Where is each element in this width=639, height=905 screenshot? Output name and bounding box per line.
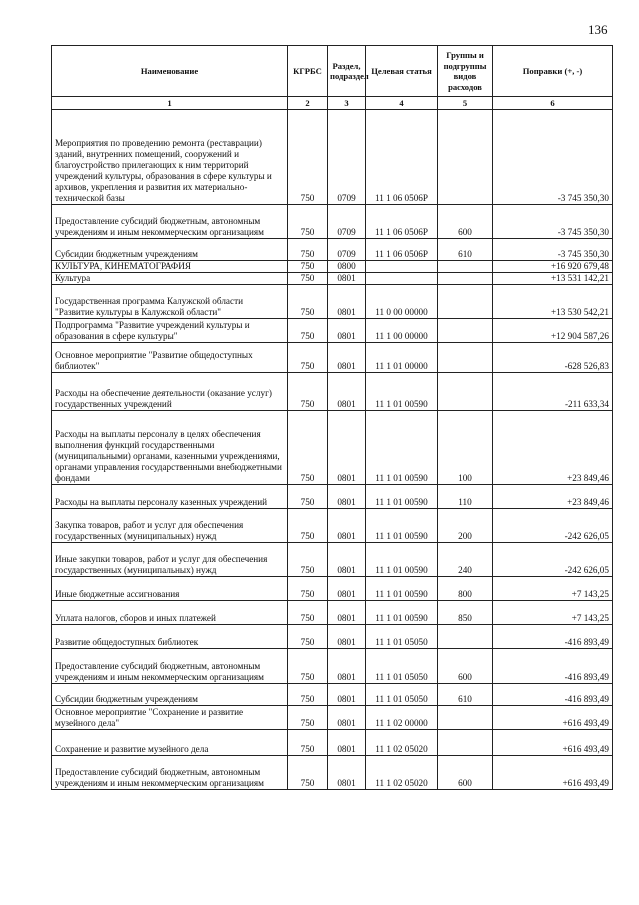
row-group: 600 — [438, 205, 493, 239]
row-group: 200 — [438, 509, 493, 543]
table-body — [52, 110, 613, 790]
row-kgrbs: 750 — [288, 577, 328, 601]
row-amount: +7 143,25 — [493, 601, 613, 625]
row-section: 0801 — [328, 577, 366, 601]
row-kgrbs: 750 — [288, 205, 328, 239]
row-group: 800 — [438, 577, 493, 601]
row-amount: +7 143,25 — [493, 577, 613, 601]
row-name: Мероприятия по проведению ремонта (реставрации) зданий, внутренних помещений, сооружений и благоустройство прилегающих к ним территорий учреждений культуры, образования в сфере культуры и архивов, укрепления и развития их материально-технической базы — [52, 110, 288, 205]
row-target: 11 1 06 0506P — [366, 205, 438, 239]
table-row — [52, 649, 613, 684]
row-amount: -416 893,49 — [493, 649, 613, 684]
header-groups: Группы и подгруппы видов расходов — [438, 46, 493, 97]
row-name: Подпрограмма "Развитие учреждений культуры и образования в сфере культуры" — [52, 319, 288, 343]
row-name: Основное мероприятие "Развитие общедоступных библиотек" — [52, 343, 288, 373]
row-amount: -416 893,49 — [493, 625, 613, 649]
row-kgrbs: 750 — [288, 285, 328, 319]
row-amount: -628 526,83 — [493, 343, 613, 373]
row-section: 0801 — [328, 285, 366, 319]
row-group: 100 — [438, 411, 493, 485]
row-amount: +13 530 542,21 — [493, 285, 613, 319]
row-section: 0709 — [328, 205, 366, 239]
row-target: 11 1 01 05050 — [366, 625, 438, 649]
row-section: 0801 — [328, 543, 366, 577]
row-target — [366, 273, 438, 285]
table-row — [52, 411, 613, 485]
row-kgrbs: 750 — [288, 649, 328, 684]
row-amount: -242 626,05 — [493, 509, 613, 543]
row-kgrbs: 750 — [288, 239, 328, 261]
column-number: 4 — [366, 97, 438, 110]
row-name: Развитие общедоступных библиотек — [52, 625, 288, 649]
row-section: 0801 — [328, 373, 366, 411]
table-row — [52, 110, 613, 205]
row-target: 11 1 01 00590 — [366, 411, 438, 485]
row-amount: -3 745 350,30 — [493, 110, 613, 205]
row-section: 0801 — [328, 649, 366, 684]
row-kgrbs: 750 — [288, 625, 328, 649]
row-name: Сохранение и развитие музейного дела — [52, 730, 288, 756]
row-name: Основное мероприятие "Сохранение и развитие музейного дела" — [52, 706, 288, 730]
row-group — [438, 110, 493, 205]
row-kgrbs: 750 — [288, 485, 328, 509]
row-target: 11 1 01 00590 — [366, 485, 438, 509]
row-group — [438, 730, 493, 756]
row-group: 110 — [438, 485, 493, 509]
row-amount: +12 904 587,26 — [493, 319, 613, 343]
table-row — [52, 261, 613, 273]
row-kgrbs: 750 — [288, 373, 328, 411]
row-group — [438, 285, 493, 319]
row-section: 0801 — [328, 625, 366, 649]
row-name: Предоставление субсидий бюджетным, автономным учреждениям и иным некоммерческим организациям — [52, 649, 288, 684]
row-kgrbs: 750 — [288, 756, 328, 790]
row-group: 610 — [438, 239, 493, 261]
row-target: 11 1 01 00000 — [366, 343, 438, 373]
row-name: Субсидии бюджетным учреждениям — [52, 684, 288, 706]
row-amount: -242 626,05 — [493, 543, 613, 577]
row-target: 11 1 00 00000 — [366, 319, 438, 343]
row-group — [438, 373, 493, 411]
row-group: 240 — [438, 543, 493, 577]
row-section: 0801 — [328, 411, 366, 485]
header-kgrbs: КГРБС — [288, 46, 328, 97]
header-name: Наименование — [52, 46, 288, 97]
row-target: 11 1 01 00590 — [366, 509, 438, 543]
row-amount: +23 849,46 — [493, 485, 613, 509]
row-name: Субсидии бюджетным учреждениям — [52, 239, 288, 261]
table-row — [52, 205, 613, 239]
row-amount: +616 493,49 — [493, 706, 613, 730]
header-row — [52, 46, 613, 97]
row-name: Закупка товаров, работ и услуг для обеспечения государственных (муниципальных) нужд — [52, 509, 288, 543]
row-kgrbs: 750 — [288, 110, 328, 205]
row-section: 0709 — [328, 239, 366, 261]
column-number: 2 — [288, 97, 328, 110]
row-amount: +616 493,49 — [493, 756, 613, 790]
row-section: 0801 — [328, 509, 366, 543]
table-row — [52, 577, 613, 601]
row-target: 11 0 00 00000 — [366, 285, 438, 319]
row-kgrbs: 750 — [288, 411, 328, 485]
table-row — [52, 485, 613, 509]
row-kgrbs: 750 — [288, 684, 328, 706]
row-group: 600 — [438, 756, 493, 790]
row-target: 11 1 02 05020 — [366, 730, 438, 756]
row-group — [438, 706, 493, 730]
column-number: 6 — [493, 97, 613, 110]
header-changes: Поправки (+, -) — [493, 46, 613, 97]
row-section: 0709 — [328, 110, 366, 205]
table-row — [52, 601, 613, 625]
row-name: Расходы на выплаты персоналу казенных учреждений — [52, 485, 288, 509]
row-target: 11 1 01 05050 — [366, 649, 438, 684]
table-row — [52, 239, 613, 261]
row-kgrbs: 750 — [288, 730, 328, 756]
table-row — [52, 706, 613, 730]
row-amount: +13 531 142,21 — [493, 273, 613, 285]
row-target: 11 1 06 0506P — [366, 239, 438, 261]
row-target: 11 1 01 00590 — [366, 543, 438, 577]
row-kgrbs: 750 — [288, 543, 328, 577]
row-name: Культура — [52, 273, 288, 285]
row-name: КУЛЬТУРА, КИНЕМАТОГРАФИЯ — [52, 261, 288, 273]
row-target: 11 1 01 00590 — [366, 601, 438, 625]
row-amount: -416 893,49 — [493, 684, 613, 706]
table-row — [52, 373, 613, 411]
table-row — [52, 684, 613, 706]
row-name: Расходы на обеспечение деятельности (оказание услуг) государственных учреждений — [52, 373, 288, 411]
table-row — [52, 756, 613, 790]
row-name: Государственная программа Калужской области "Развитие культуры в Калужской области" — [52, 285, 288, 319]
row-section: 0801 — [328, 319, 366, 343]
row-section: 0801 — [328, 485, 366, 509]
table-row — [52, 273, 613, 285]
row-target: 11 1 02 05020 — [366, 756, 438, 790]
row-kgrbs: 750 — [288, 343, 328, 373]
table-row — [52, 543, 613, 577]
row-kgrbs: 750 — [288, 706, 328, 730]
row-target — [366, 261, 438, 273]
row-target: 11 1 01 00590 — [366, 577, 438, 601]
row-amount: +23 849,46 — [493, 411, 613, 485]
row-kgrbs: 750 — [288, 509, 328, 543]
row-group: 850 — [438, 601, 493, 625]
row-name: Уплата налогов, сборов и иных платежей — [52, 601, 288, 625]
table-row — [52, 343, 613, 373]
row-target: 11 1 01 05050 — [366, 684, 438, 706]
row-name: Предоставление субсидий бюджетным, автономным учреждениям и иным некоммерческим организациям — [52, 205, 288, 239]
row-group — [438, 343, 493, 373]
table-row — [52, 730, 613, 756]
row-target: 11 1 06 0506P — [366, 110, 438, 205]
header-section: Раздел, подраздел — [328, 46, 366, 97]
row-group: 610 — [438, 684, 493, 706]
row-kgrbs: 750 — [288, 273, 328, 285]
row-amount: +16 920 679,48 — [493, 261, 613, 273]
row-name: Предоставление субсидий бюджетным, автономным учреждениям и иным некоммерческим организациям — [52, 756, 288, 790]
row-section: 0801 — [328, 601, 366, 625]
row-target: 11 1 01 00590 — [366, 373, 438, 411]
row-target: 11 1 02 00000 — [366, 706, 438, 730]
column-number: 1 — [52, 97, 288, 110]
row-kgrbs: 750 — [288, 261, 328, 273]
row-amount: -3 745 350,30 — [493, 239, 613, 261]
page-number: 136 — [588, 22, 608, 37]
table-row — [52, 509, 613, 543]
row-name: Иные закупки товаров, работ и услуг для обеспечения государственных (муниципальных) нужд — [52, 543, 288, 577]
row-name: Расходы на выплаты персоналу в целях обеспечения выполнения функций государственными (муниципальными) органами, казенными учреждениями, органами управления государственными внебюджетными фондами — [52, 411, 288, 485]
row-group: 600 — [438, 649, 493, 684]
row-section: 0801 — [328, 343, 366, 373]
column-number: 5 — [438, 97, 493, 110]
budget-amendments-table — [51, 45, 613, 790]
row-section: 0801 — [328, 730, 366, 756]
row-amount: +616 493,49 — [493, 730, 613, 756]
row-kgrbs: 750 — [288, 601, 328, 625]
row-section: 0801 — [328, 273, 366, 285]
row-group — [438, 273, 493, 285]
row-section: 0800 — [328, 261, 366, 273]
table-row — [52, 285, 613, 319]
row-amount: -3 745 350,30 — [493, 205, 613, 239]
header-target: Целевая статья — [366, 46, 438, 97]
row-section: 0801 — [328, 706, 366, 730]
column-number: 3 — [328, 97, 366, 110]
table-row — [52, 625, 613, 649]
row-group — [438, 319, 493, 343]
column-number-row — [52, 97, 613, 110]
row-section: 0801 — [328, 684, 366, 706]
row-section: 0801 — [328, 756, 366, 790]
row-kgrbs: 750 — [288, 319, 328, 343]
row-amount: -211 633,34 — [493, 373, 613, 411]
table-row — [52, 319, 613, 343]
row-name: Иные бюджетные ассигнования — [52, 577, 288, 601]
row-group — [438, 261, 493, 273]
row-group — [438, 625, 493, 649]
